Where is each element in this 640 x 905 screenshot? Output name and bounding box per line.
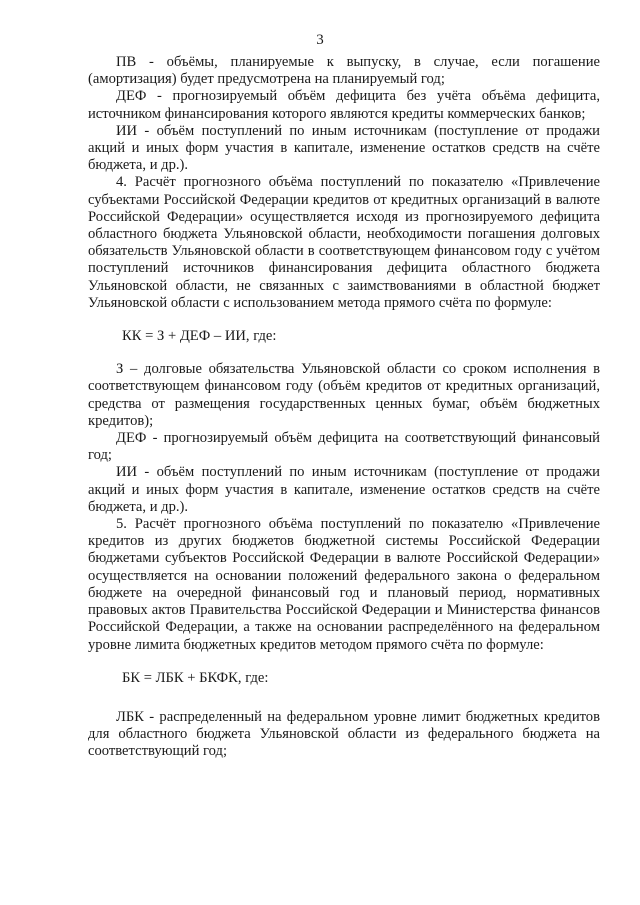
paragraph-pv: ПВ - объёмы, планируемые к выпуску, в случае, если погашение (амортизация) будет предусмотрена на планируемый год; — [88, 54, 600, 88]
document-body — [88, 54, 600, 761]
paragraph-lbk: ЛБК - распределенный на федеральном уровне лимит бюджетных кредитов для областного бюджета Ульяновской области из федерального бюджета на соответствующий год; — [88, 708, 600, 760]
formula-kk: КК = З + ДЕФ – ИИ, где: — [122, 328, 277, 345]
page-number: 3 — [316, 32, 324, 48]
paragraph-def-2: ДЕФ - прогнозируемый объём дефицита на соответствующий финансовый год; — [88, 430, 600, 464]
paragraph-def: ДЕФ - прогнозируемый объём дефицита без учёта объёма дефицита, источником финансирования которого являются кредиты коммерческих банков; — [88, 88, 600, 122]
paragraph-ii: ИИ - объём поступлений по иным источникам (поступление от продажи акций и иных форм участия в капитале, изменение остатков средств на счёте бюджета, и др.). — [88, 122, 600, 174]
paragraph-item-4: 4. Расчёт прогнозного объёма поступлений по показателю «Привлечение субъектами Российской Федерации кредитов от кредитных организаций в валюте Российской Федерации» осуществляется исходя из прогнозируемого дефицита областного бюджета Ульяновской области, необходимости погашения долговых обязательств Ульяновской области в соответствующем финансовом году с учётом поступлений источников финансирования дефицита областного бюджета Ульяновской области, не связанных с заимствованиями в областной бюджет Ульяновской области с использованием метода прямого счёта по формуле: — [88, 174, 600, 311]
paragraph-ii-2: ИИ - объём поступлений по иным источникам (поступление от продажи акций и иных форм участия в капитале, изменение остатков средств на счёте бюджета, и др.). — [88, 464, 600, 515]
formula-bk: БК = ЛБК + БКФК, где: — [122, 669, 269, 686]
paragraph-item-5: 5. Расчёт прогнозного объёма поступлений по показателю «Привлечение кредитов из других бюджетов бюджетной системы Российской Федерации бюджетами субъектов Российской Федерации в валюте Российской Федерации» осуществляется на основании положений федерального закона о федеральном бюджете на очередной финансовый год и плановый период, нормативных правовых актов Правительства Российской Федерации и Министерства финансов Российской Федерации, а также на основании распределённого на федеральном уровне лимита бюджетных кредитов методом прямого счёта по формуле: — [88, 516, 600, 653]
paragraph-z: З – долговые обязательства Ульяновской области со сроком исполнения в соответствующем финансовом году (объём кредитов от кредитных организаций, средства от размещения государственных ценных бумаг, объём бюджетных кредитов); — [88, 361, 600, 429]
